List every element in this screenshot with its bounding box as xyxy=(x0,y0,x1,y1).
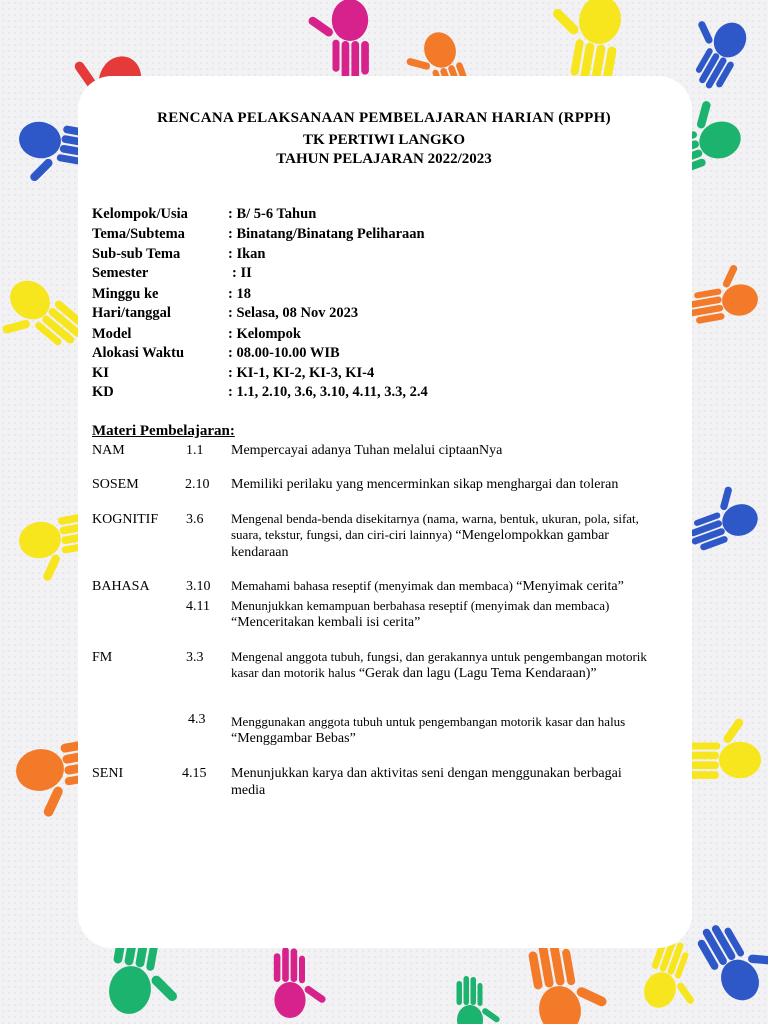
materi-desc-bahasa-1 xyxy=(231,578,671,595)
materi-desc-seni: Menunjukkan karya dan aktivitas seni dengan menggunakan berbagai media xyxy=(231,766,622,798)
materi-code-fm-2: 4.3 xyxy=(188,712,206,727)
materi-desc-bahasa-2 xyxy=(231,598,671,631)
materi-code-bahasa-1: 3.10 xyxy=(186,579,211,594)
academic-year: TAHUN PELAJARAN 2022/2023 xyxy=(276,151,492,167)
info-label-kd: KD xyxy=(92,384,114,400)
materi-text-bahasa-1: Memahami bahasa reseptif (menyimak dan membaca) xyxy=(231,578,513,593)
materi-code-nam: 1.1 xyxy=(186,443,204,458)
materi-quote-bahasa-1: “Menyimak cerita” xyxy=(516,579,624,594)
materi-desc-fm-2 xyxy=(231,714,671,747)
info-label-tema: Tema/Subtema xyxy=(92,226,185,242)
info-value-tema: : Binatang/Binatang Peliharaan xyxy=(228,226,425,242)
info-label-ki: KI xyxy=(92,365,109,381)
materi-code-sosem: 2.10 xyxy=(185,477,210,492)
info-value-model: : Kelompok xyxy=(228,326,301,342)
info-label-model: Model xyxy=(92,326,132,342)
info-label-kelompok: Kelompok/Usia xyxy=(92,206,188,222)
info-value-hari: : Selasa, 08 Nov 2023 xyxy=(228,305,359,321)
materi-quote-bahasa-2: “Menceritakan kembali isi cerita” xyxy=(231,615,421,630)
info-label-subsub-tema: Sub-sub Tema xyxy=(92,246,181,262)
materi-text-fm-1: Mengenal anggota tubuh, fungsi, dan gerakannya untuk pengembangan motorik kasar dan motorik halus xyxy=(231,649,647,680)
materi-code-bahasa-2: 4.11 xyxy=(186,599,210,614)
materi-text-fm-2: Menggunakan anggota tubuh untuk pengembangan motorik kasar dan halus xyxy=(231,714,626,729)
materi-heading: Materi Pembelajaran: xyxy=(92,423,235,439)
materi-quote-kognitif: “Mengelompokkan gambar kendaraan xyxy=(231,528,609,560)
materi-category-fm: FM xyxy=(92,650,113,665)
materi-desc-nam: Mempercayai adanya Tuhan melalui ciptaanNya xyxy=(231,443,503,458)
info-value-subsub-tema: : Ikan xyxy=(228,246,266,262)
info-value-kelompok: : B/ 5-6 Tahun xyxy=(228,206,317,222)
materi-code-seni: 4.15 xyxy=(182,766,207,781)
materi-code-kognitif: 3.6 xyxy=(186,512,204,527)
materi-desc-fm-1 xyxy=(231,649,661,682)
materi-desc-kognitif xyxy=(231,511,661,561)
materi-text-kognitif: Mengenal benda-benda disekitarnya (nama, warna, bentuk, ukuran, pola, sifat, suara, tekstur, fungsi, dan ciri-ciri lainnya) xyxy=(231,511,639,542)
materi-quote-fm-1: “Gerak dan lagu (Lagu Tema Kendaraan)” xyxy=(358,666,597,681)
info-value-kd: : 1.1, 2.10, 3.6, 3.10, 4.11, 3.3, 2.4 xyxy=(228,384,428,400)
document-title: RENCANA PELAKSANAAN PEMBELAJARAN HARIAN (RPPH) xyxy=(157,110,611,126)
school-name: TK PERTIWI LANGKO xyxy=(303,132,465,148)
info-label-semester: Semester xyxy=(92,265,149,281)
materi-code-fm-1: 3.3 xyxy=(186,650,204,665)
info-label-alokasi: Alokasi Waktu xyxy=(92,345,185,361)
materi-category-bahasa: BAHASA xyxy=(92,579,150,594)
materi-text-bahasa-2: Menunjukkan kemampuan berbahasa reseptif (menyimak dan membaca) xyxy=(231,598,610,613)
materi-desc-sosem: Memiliki perilaku yang mencerminkan sikap menghargai dan toleran xyxy=(231,477,619,492)
materi-quote-fm-2: “Menggambar Bebas” xyxy=(231,731,356,746)
info-value-ki: : KI-1, KI-2, KI-3, KI-4 xyxy=(228,365,375,381)
info-value-minggu: : 18 xyxy=(228,286,251,302)
info-label-hari: Hari/tanggal xyxy=(92,305,171,321)
materi-category-kognitif: KOGNITIF xyxy=(92,512,159,527)
info-value-semester: : II xyxy=(232,265,252,281)
materi-category-nam: NAM xyxy=(92,443,125,458)
info-value-alokasi: : 08.00-10.00 WIB xyxy=(228,345,340,361)
info-label-minggu: Minggu ke xyxy=(92,286,159,302)
materi-category-sosem: SOSEM xyxy=(92,477,139,492)
materi-category-seni: SENI xyxy=(92,766,124,781)
